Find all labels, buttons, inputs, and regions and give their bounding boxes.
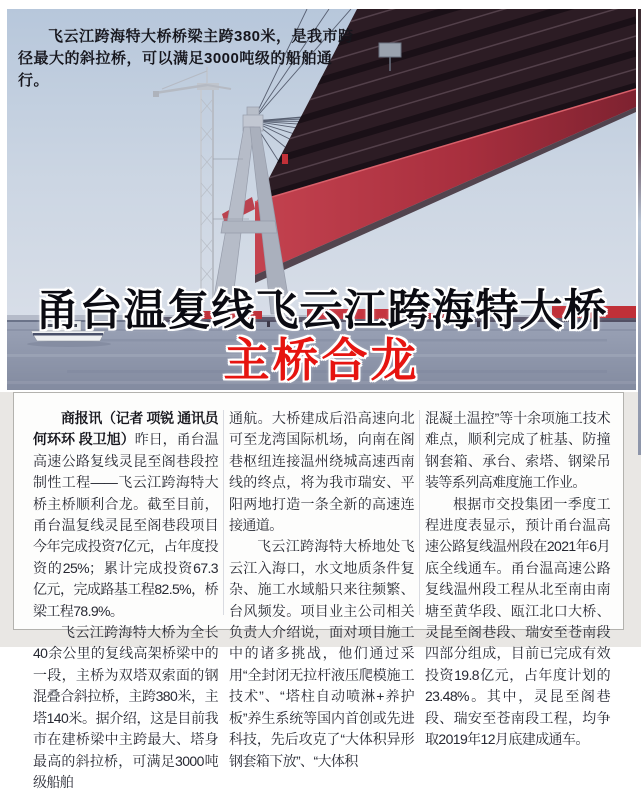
article-paragraph	[33, 622, 218, 793]
article-paragraph	[425, 408, 610, 494]
article-paragraph	[33, 408, 218, 622]
byline-lead: 商报讯（记者 项锐 通讯员 何环环 段卫旭）	[33, 410, 218, 448]
paragraph-text: 飞云江跨海特大桥地处飞云江入海口，水文地质条件复杂、施工水域船只来往频繁、台风频发。项目业主公司相关负责人介绍说，面对项目施工中的诸多挑战，他们通过采用“全封闭无拉杆液压爬模施工技术”、“塔柱自动喷淋+养护板”养生系统等国内首创或先进科技，先后攻克了“大体积异形钢套箱下放”、“大体积	[229, 538, 414, 769]
paragraph-text: 根据市交投集团一季度工程进度表显示，预计甬台温高速公路复线温州段在2021年6月底全线通车。甬台温高速公路复线温州段工程从北至南由南塘至黄华段、瓯江北口大桥、灵昆至阁巷段、瑞安至苍南段四部分组成，目前已完成有效投资19.8亿元，占年度计划的23.48%。其中，灵昆至阁巷段、瑞安至苍南段工程，均争取2019年12月底建成通车。	[425, 495, 610, 748]
paragraph-text: 昨日，甬台温高速公路复线灵昆至阁巷段控制性工程——飞云江跨海特大桥主桥顺利合龙。截至目前，甬台温复线灵昆至阁巷段项目今年完成投资7亿元，占年度投资的25%；累计完成投资67.3亿元，完成路基工程82.5%，桥梁工程78.9%。	[33, 431, 219, 619]
headline-line2: 主桥合龙	[223, 334, 420, 386]
article-paragraph	[229, 536, 414, 771]
column-divider	[419, 410, 420, 615]
article-paragraph	[229, 408, 414, 536]
article-column-1	[33, 408, 219, 790]
article-paragraph	[425, 494, 610, 751]
paragraph-text: 混凝土温控”等十余项施工技术难点，顺利完成了桩基、防撞钢套箱、承台、索塔、钢梁吊装等系列高难度施工作业。	[425, 410, 610, 491]
headline-line1: 甬台温复线飞云江跨海特大桥	[35, 287, 608, 335]
paragraph-text: 通航。大桥建成后沿高速向北可至龙湾国际机场，向南在阁巷枢纽连接温州绕城高速西南线的终点，将为我市瑞安、平阳两地打造一条全新的高速连接通道。	[229, 410, 414, 534]
column-divider	[223, 410, 224, 615]
article-box	[13, 392, 624, 790]
red-flag	[282, 154, 288, 164]
photo-caption: 飞云江跨海特大桥桥梁主跨380米，是我市跨径最大的斜拉桥，可以满足3000吨级的船舶通行。	[18, 28, 354, 89]
paragraph-text: 飞云江跨海特大桥为全长40余公里的复线高架桥梁中的一段，主桥为双塔双索面的钢混叠合斜拉桥，主跨380米，主塔140米。据介绍，这是目前我市在建桥梁中主跨最大、塔身最高的斜拉桥，可满足3000吨级船舶	[33, 624, 218, 790]
article-column-3	[425, 408, 610, 748]
article-column-2	[229, 408, 414, 769]
bridge-photo	[7, 9, 636, 390]
